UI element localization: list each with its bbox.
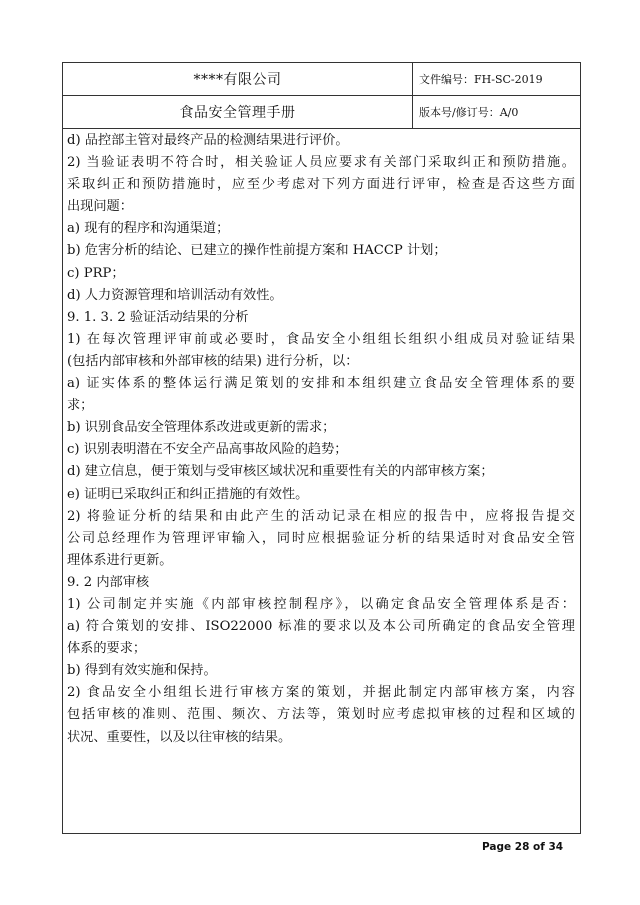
document-number: 文件编号：FH-SC-2019	[419, 73, 543, 86]
body-line: 9. 1. 3. 2 验证活动结果的分析	[67, 309, 249, 325]
document-frame	[62, 62, 581, 834]
body-line: 出现问题：	[67, 199, 133, 215]
body-line: 2) 当验证表明不符合时，相关验证人员应要求有关部门采取纠正和预防措施。	[67, 155, 575, 171]
body-line: b) 危害分析的结论、已建立的操作性前提方案和 HACCP 计划；	[67, 243, 447, 259]
body-line: d) 人力资源管理和培训活动有效性。	[67, 287, 283, 303]
body-line: 2) 将验证分析的结果和由此产生的活动记录在相应的报告中，应将报告提交	[67, 508, 575, 524]
body-line: 求；	[67, 398, 94, 414]
header-row-company	[63, 63, 580, 96]
page-number: Page 28 of 34	[482, 841, 564, 853]
body-line: a) 符合策划的安排、ISO22000 标准的要求以及本公司所确定的食品安全管理	[67, 619, 575, 635]
body-line: 采取纠正和预防措施时，应至少考虑对下列方面进行评审，检查是否这些方面	[67, 177, 575, 193]
body-text	[63, 129, 580, 749]
body-line: c) PRP；	[67, 265, 125, 281]
body-line: 2) 食品安全小组组长进行审核方案的策划，并据此制定内部审核方案，内容	[67, 685, 575, 701]
body-line: a) 证实体系的整体运行满足策划的安排和本组织建立食品安全管理体系的要	[67, 376, 575, 392]
body-line: 状况、重要性，以及以往审核的结果。	[67, 729, 292, 745]
company-name: ****有限公司	[63, 63, 413, 95]
body-line: b) 得到有效实施和保持。	[67, 663, 217, 679]
body-line: d) 建立信息，便于策划与受审核区域状况和重要性有关的内部审核方案；	[67, 464, 494, 480]
body-line: 1) 在每次管理评审前或必要时，食品安全小组组长组织小组成员对验证结果	[67, 331, 575, 347]
body-line: 体系的要求；	[67, 641, 147, 657]
body-line: 1) 公司制定并实施《内部审核控制程序》，以确定食品安全管理体系是否：	[67, 596, 575, 612]
body-line: (包括内部审核和外部审核的结果) 进行分析，以：	[67, 353, 359, 369]
body-line: e) 证明已采取纠正和纠正措施的有效性。	[67, 486, 309, 502]
body-line: a) 现有的程序和沟通渠道；	[67, 221, 230, 237]
body-line: 9. 2 内部审核	[67, 574, 150, 590]
header-row-title	[63, 96, 580, 129]
body-line: 理体系进行更新。	[67, 552, 173, 568]
version-number: 版本号/修订号：A/0	[419, 106, 519, 119]
body-line: 包括审核的准则、范围、频次、方法等，策划时应考虑拟审核的过程和区域的	[67, 707, 575, 723]
manual-title: 食品安全管理手册	[63, 96, 413, 128]
body-line: c) 识别表明潜在不安全产品高事故风险的趋势；	[67, 442, 348, 458]
body-line: b) 识别食品安全管理体系改进或更新的需求；	[67, 420, 336, 436]
body-line: d) 品控部主管对最终产品的检测结果进行评价。	[67, 133, 349, 148]
body-line: 公司总经理作为管理评审输入，同时应根据验证分析的结果适时对食品安全管	[67, 530, 575, 546]
